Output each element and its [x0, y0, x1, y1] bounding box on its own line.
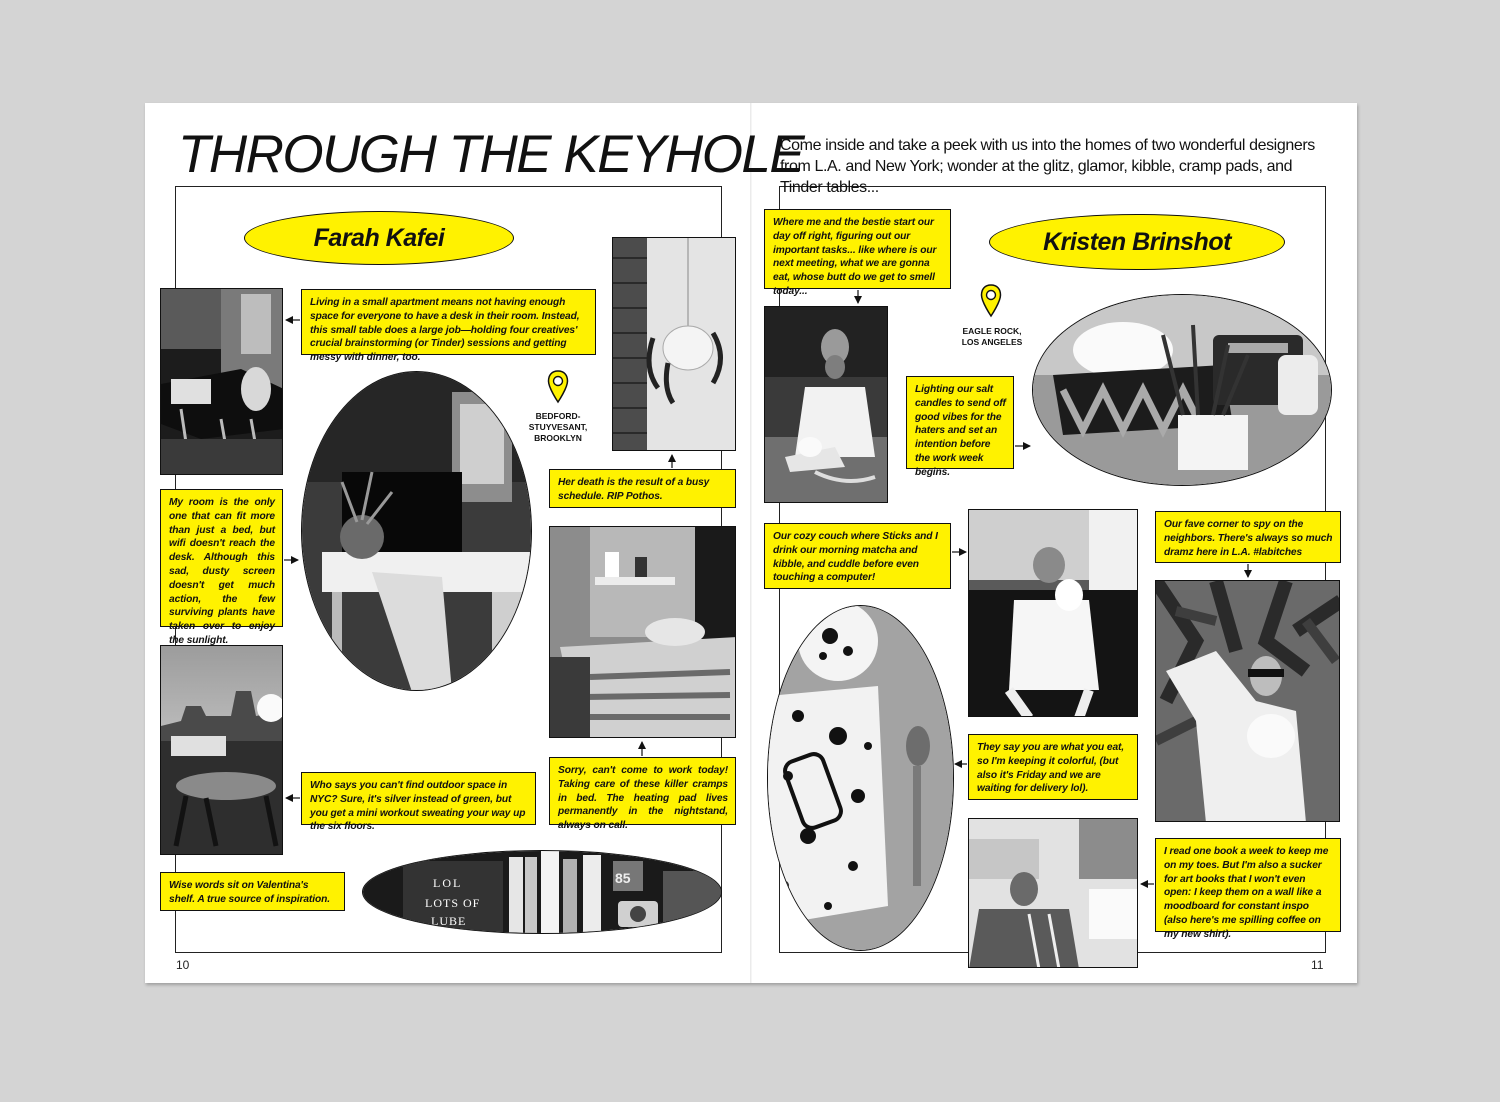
page-title: THROUGH THE KEYHOLE	[178, 125, 804, 184]
photo-desk-oval	[301, 371, 532, 691]
caption-table: Living in a small apartment means not having enough space for everyone to have a desk in their room. Instead, this small table does a large job—holding four creatives' crucial brainstorming (or Tinder) sessions and getting messy with dinner, too.	[301, 289, 596, 355]
caption-bestie: Where me and the bestie start our day off right, figuring out our important tasks... like where is our next meeting, what we are gonna eat, whose butt do we get to smell today...	[764, 209, 951, 289]
caption-books: I read one book a week to keep me on my toes. But I'm also a sucker for art books that I won't even open: I keep them on a wall like a moodboard for constant inspo (also here's me spilling coffee on my new shirt).	[1155, 838, 1341, 932]
location-eagle-rock: EAGLE ROCK, LOS ANGELES	[961, 326, 1023, 347]
photo-dog-oval	[1032, 294, 1332, 486]
photo-shelf-oval	[362, 850, 722, 934]
photo-table	[160, 288, 283, 475]
photo-window-corner	[1155, 580, 1340, 822]
location-brooklyn: BEDFORD- STUYVESANT, BROOKLYN	[528, 411, 588, 443]
caption-roof: Who says you can't find outdoor space in NYC? Sure, it's silver instead of green, but you get a mini workout sweating your way up the six floors.	[301, 772, 536, 825]
caption-eat: They say you are what you eat, so I'm keeping it colorful, (but also it's Friday and we are waiting for delivery lol).	[968, 734, 1138, 800]
book-text-lube: LUBE	[431, 914, 467, 928]
caption-bed: Sorry, can't come to work today! Taking care of these killer cramps in bed. The heating pad lives permanently in the nightstand, always on call.	[549, 757, 736, 825]
book-text-lol: LOL	[433, 876, 463, 890]
photo-couch	[968, 509, 1138, 717]
photo-bestie	[764, 306, 888, 503]
caption-couch: Our cozy couch where Sticks and I drink our morning matcha and kibble, and cuddle before even touching a computer!	[764, 523, 951, 589]
photo-plate-oval	[767, 605, 954, 951]
intro-text: Come inside and take a peek with us into the homes of two wonderful designers from L.A. and New York; wonder at the glitz, glamor, kibble, cramp pads, and Tinder tables...	[780, 137, 1315, 196]
caption-candles: Lighting our salt candles to send off good vibes for the haters and set an intention before the work week begins.	[906, 376, 1014, 469]
caption-shelf: Wise words sit on Valentina's shelf. A true source of inspiration.	[160, 872, 345, 911]
spread-gutter	[750, 103, 752, 983]
photo-rooftop	[160, 645, 283, 855]
photo-bed	[549, 526, 736, 738]
photo-hanging-plant	[612, 237, 736, 451]
location-pin-icon	[547, 370, 569, 404]
designer-name-farah: Farah Kafei	[244, 211, 514, 265]
photo-reading	[968, 818, 1138, 968]
designer-name-kristen: Kristen Brinshot	[989, 214, 1285, 270]
book-text-85: 85	[615, 870, 631, 886]
caption-plant: Her death is the result of a busy schedule. RIP Pothos.	[549, 469, 736, 508]
book-text-lots-of: LOTS OF	[425, 896, 481, 910]
page-number-right: 11	[1311, 958, 1324, 972]
caption-room: My room is the only one that can fit more than just a bed, but wifi doesn't reach the desk. Although this sad, dusty screen doesn't get much action, the few surviving plants have taken over to enjoy the sunlight.	[160, 489, 283, 627]
location-pin-icon	[980, 284, 1002, 318]
page-number-left: 10	[176, 958, 190, 972]
caption-corner: Our fave corner to spy on the neighbors. There's always so much dramz here in L.A. #labitches	[1155, 511, 1341, 563]
